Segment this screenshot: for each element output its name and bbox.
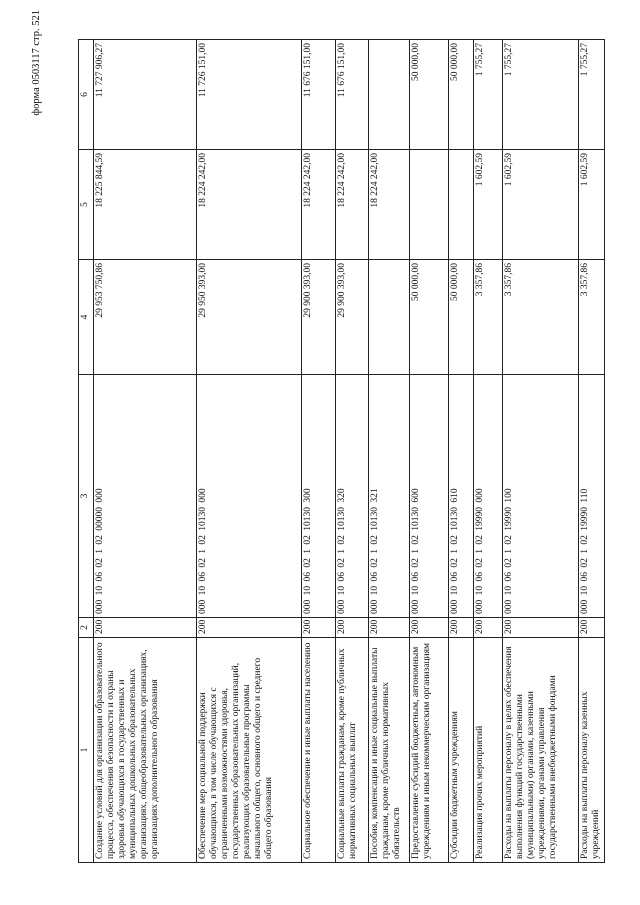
row-name: Социальное обеспечение и иные выплаты населению (302, 638, 336, 863)
row-budget-code: 000 10 06 02 1 02 10130 320 (336, 375, 369, 618)
row-col5-value: 18 224 242,00 (196, 150, 302, 260)
column-header-6: 6 (79, 40, 94, 150)
row-col6-value: 1 755,27 (473, 40, 503, 150)
row-col6-value: 1 755,27 (579, 40, 605, 150)
row-budget-code: 000 10 06 02 1 02 10130 321 (368, 375, 409, 618)
row-glava-code: 200 (503, 618, 579, 638)
row-glava-code: 200 (336, 618, 369, 638)
row-col6-value (368, 40, 409, 150)
row-col4-value: 29 953 750,86 (94, 260, 197, 375)
row-col5-value: 1 602,59 (503, 150, 579, 260)
row-name: Предоставление субсидий бюджетным, автономным учреждениям и иным некоммерческим организациям (409, 638, 448, 863)
row-col4-value: 29 900 393,00 (336, 260, 369, 375)
row-col4-value: 29 950 393,00 (196, 260, 302, 375)
table-row (409, 40, 448, 863)
row-col4-value: 50 000,00 (409, 260, 448, 375)
table-row (196, 40, 302, 863)
row-glava-code: 200 (368, 618, 409, 638)
header-row (79, 40, 94, 863)
row-glava-code: 200 (409, 618, 448, 638)
column-header-2: 2 (79, 618, 94, 638)
column-header-5: 5 (79, 150, 94, 260)
row-budget-code: 000 10 06 02 1 02 10130 000 (196, 375, 302, 618)
row-name: Пособия, компенсации и иные социальные выплаты гражданам, кроме публичных нормативных обязательств (368, 638, 409, 863)
row-col6-value: 11 726 151,00 (196, 40, 302, 150)
budget-table-container (78, 40, 605, 863)
row-budget-code: 000 10 06 02 1 02 10130 300 (302, 375, 336, 618)
row-col6-value: 11 676 151,00 (302, 40, 336, 150)
table-row (448, 40, 473, 863)
table-row (579, 40, 605, 863)
row-col5-value: 18 225 844,59 (94, 150, 197, 260)
row-name: Создание условий для организации образовательного процесса, обеспечения безопасности и охраны здоровья обучающихся в государственных и муниципальных дошкольных образовательных организациях, общеобразовательных организациях, организациях дополнительного образования (94, 638, 197, 863)
row-glava-code: 200 (579, 618, 605, 638)
row-col6-value: 50 000,00 (409, 40, 448, 150)
row-glava-code: 200 (302, 618, 336, 638)
row-name: Социальные выплаты гражданам, кроме публичных нормативных социальных выплат (336, 638, 369, 863)
row-name: Субсидии бюджетным учреждениям (448, 638, 473, 863)
row-col5-value: 18 224 242,00 (368, 150, 409, 260)
row-col6-value: 11 727 906,27 (94, 40, 197, 150)
row-budget-code: 000 10 06 02 1 02 10130 600 (409, 375, 448, 618)
row-col5-value: 18 224 242,00 (336, 150, 369, 260)
table-row (503, 40, 579, 863)
row-col5-value (448, 150, 473, 260)
table-row (302, 40, 336, 863)
table-row (336, 40, 369, 863)
row-name: Реализация прочих мероприятий (473, 638, 503, 863)
row-budget-code: 000 10 06 02 1 02 19990 100 (503, 375, 579, 618)
row-col5-value: 1 602,59 (579, 150, 605, 260)
table-row (368, 40, 409, 863)
row-col6-value: 1 755,27 (503, 40, 579, 150)
row-col6-value: 11 676 151,00 (336, 40, 369, 150)
row-col4-value: 3 357,86 (579, 260, 605, 375)
row-name: Расходы на выплаты персоналу в целях обеспечения выполнения функций государственными (муниципальными) органами, казенными учреждениями, органами управления государственными внебюджетными фондами (503, 638, 579, 863)
row-col5-value: 18 224 242,00 (302, 150, 336, 260)
row-glava-code: 200 (196, 618, 302, 638)
column-header-1: 1 (79, 638, 94, 863)
table-row (94, 40, 197, 863)
row-budget-code: 000 10 06 02 1 02 19990 000 (473, 375, 503, 618)
row-name: Расходы на выплаты персоналу казенных учреждений (579, 638, 605, 863)
row-col4-value: 3 357,86 (503, 260, 579, 375)
row-col4-value: 3 357,86 (473, 260, 503, 375)
row-budget-code: 000 10 06 02 1 02 19990 110 (579, 375, 605, 618)
form-page-label: форма 0503117 стр. 521 (31, 10, 42, 116)
column-header-3: 3 (79, 375, 94, 618)
row-col4-value: 29 900 393,00 (302, 260, 336, 375)
row-budget-code: 000 10 06 02 1 02 10130 610 (448, 375, 473, 618)
budget-execution-table (78, 39, 605, 863)
row-col5-value: 1 602,59 (473, 150, 503, 260)
row-col4-value (368, 260, 409, 375)
row-glava-code: 200 (448, 618, 473, 638)
row-name: Обеспечение мер социальной поддержки обучающихся, в том числе обучающихся с ограниченными возможностями здоровья, государственных образовательных организаций, реализующих образовательные программы начального общего, основного общего и среднего общего образования (196, 638, 302, 863)
table-row (473, 40, 503, 863)
row-col5-value (409, 150, 448, 260)
row-col6-value: 50 000,00 (448, 40, 473, 150)
row-glava-code: 200 (473, 618, 503, 638)
column-header-4: 4 (79, 260, 94, 375)
row-col4-value: 50 000,00 (448, 260, 473, 375)
row-budget-code: 000 10 06 02 1 02 00000 000 (94, 375, 197, 618)
row-glava-code: 200 (94, 618, 197, 638)
